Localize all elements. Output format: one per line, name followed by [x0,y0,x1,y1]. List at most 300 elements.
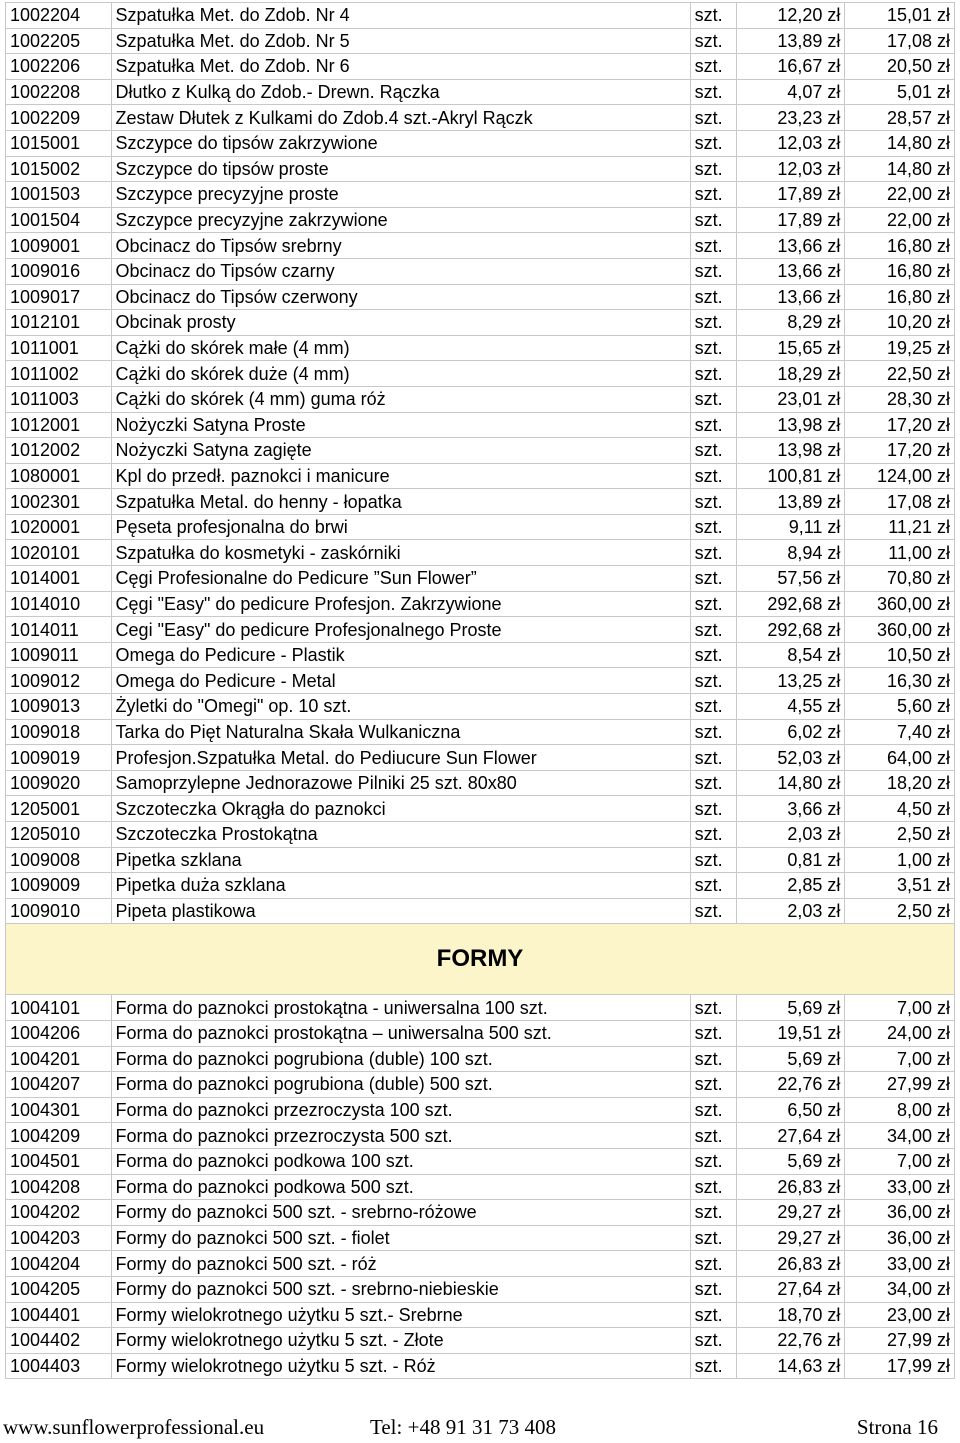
product-unit: szt. [690,694,736,720]
product-name: Szpatułka Met. do Zdob. Nr 6 [111,54,690,80]
product-name: Szpatułka Metal. do henny - łopatka [111,489,690,515]
table-row [6,745,955,771]
product-code: 1004209 [6,1123,112,1149]
price-net: 13,98 zł [736,412,845,438]
price-gross: 33,00 zł [845,1251,955,1277]
price-net: 13,66 zł [736,258,845,284]
price-net: 14,63 zł [736,1353,845,1379]
price-gross: 7,00 zł [845,1046,955,1072]
product-code: 1004101 [6,995,112,1021]
product-name: Formy wielokrotnego użytku 5 szt. - Złote [111,1328,690,1354]
product-name: Forma do paznokci podkowa 500 szt. [111,1174,690,1200]
price-gross: 70,80 zł [845,566,955,592]
price-net: 13,89 zł [736,28,845,54]
product-name: Szpatułka Met. do Zdob. Nr 4 [111,3,690,29]
product-name: Kpl do przedł. paznokci i manicure [111,463,690,489]
price-net: 27,64 zł [736,1123,845,1149]
table-row [6,489,955,515]
product-code: 1009009 [6,873,112,899]
product-name: Szczypce do tipsów zakrzywione [111,130,690,156]
product-name: Obcinacz do Tipsów srebrny [111,233,690,259]
product-unit: szt. [690,28,736,54]
product-unit: szt. [690,463,736,489]
price-gross: 17,20 zł [845,412,955,438]
price-gross: 22,50 zł [845,361,955,387]
product-code: 1205010 [6,822,112,848]
product-name: Szczoteczka Prostokątna [111,822,690,848]
price-gross: 28,30 zł [845,386,955,412]
price-gross: 18,20 zł [845,770,955,796]
table-row [6,284,955,310]
price-net: 22,76 zł [736,1328,845,1354]
product-unit: szt. [690,873,736,899]
product-code: 1012001 [6,412,112,438]
price-net: 2,03 zł [736,898,845,924]
table-row [6,1276,955,1302]
price-gross: 22,00 zł [845,182,955,208]
product-name: Szczypce precyzyjne zakrzywione [111,207,690,233]
product-unit: szt. [690,847,736,873]
price-net: 8,94 zł [736,540,845,566]
table-row [6,1251,955,1277]
price-gross: 7,00 zł [845,1148,955,1174]
product-unit: szt. [690,1251,736,1277]
footer-phone: Tel: +48 91 31 73 408 [370,1415,556,1439]
price-gross: 20,50 zł [845,54,955,80]
price-gross: 17,08 zł [845,489,955,515]
product-code: 1080001 [6,463,112,489]
product-code: 1012101 [6,310,112,336]
table-row [6,1200,955,1226]
product-name: Cążki do skórek (4 mm) guma róż [111,386,690,412]
product-unit: szt. [690,1328,736,1354]
table-row [6,1046,955,1072]
price-net: 100,81 zł [736,463,845,489]
product-unit: szt. [690,770,736,796]
price-gross: 7,00 zł [845,995,955,1021]
table-row [6,1020,955,1046]
product-code: 1020001 [6,514,112,540]
price-gross: 64,00 zł [845,745,955,771]
price-gross: 22,00 zł [845,207,955,233]
table-row [6,386,955,412]
product-name: Pęseta profesjonalna do brwi [111,514,690,540]
product-name: Dłutko z Kulką do Zdob.- Drewn. Rączka [111,79,690,105]
price-net: 18,29 zł [736,361,845,387]
product-name: Pipetka duża szklana [111,873,690,899]
price-gross: 16,30 zł [845,668,955,694]
table-row [6,668,955,694]
product-code: 1009020 [6,770,112,796]
product-unit: szt. [690,1353,736,1379]
price-gross: 5,01 zł [845,79,955,105]
product-name: Forma do paznokci pogrubiona (duble) 500 szt. [111,1072,690,1098]
price-net: 27,64 zł [736,1276,845,1302]
product-name: Obcinacz do Tipsów czerwony [111,284,690,310]
product-code: 1004203 [6,1225,112,1251]
product-code: 1002208 [6,79,112,105]
product-name: Nożyczki Satyna zagięte [111,438,690,464]
product-code: 1004301 [6,1097,112,1123]
price-gross: 14,80 zł [845,156,955,182]
price-gross: 28,57 zł [845,105,955,131]
table-row [6,28,955,54]
product-unit: szt. [690,642,736,668]
section-row [6,924,955,995]
product-name: Formy do paznokci 500 szt. - srebrno-niebieskie [111,1276,690,1302]
product-unit: szt. [690,822,736,848]
product-name: Formy do paznokci 500 szt. - srebrno-różowe [111,1200,690,1226]
product-code: 1002301 [6,489,112,515]
table-row [6,361,955,387]
price-gross: 19,25 zł [845,335,955,361]
price-net: 292,68 zł [736,591,845,617]
table-row [6,617,955,643]
product-unit: szt. [690,898,736,924]
price-gross: 16,80 zł [845,258,955,284]
price-gross: 14,80 zł [845,130,955,156]
product-unit: szt. [690,1123,736,1149]
price-gross: 16,80 zł [845,233,955,259]
product-code: 1009008 [6,847,112,873]
table-row [6,898,955,924]
product-code: 1002204 [6,3,112,29]
section-title: FORMY [6,924,955,995]
product-code: 1009010 [6,898,112,924]
price-gross: 11,00 zł [845,540,955,566]
product-name: Obcinacz do Tipsów czarny [111,258,690,284]
product-code: 1009011 [6,642,112,668]
product-code: 1004403 [6,1353,112,1379]
price-net: 14,80 zł [736,770,845,796]
product-code: 1015002 [6,156,112,182]
price-net: 6,50 zł [736,1097,845,1123]
price-gross: 27,99 zł [845,1072,955,1098]
table-row [6,514,955,540]
product-name: Omega do Pedicure - Metal [111,668,690,694]
table-row [6,694,955,720]
product-code: 1014011 [6,617,112,643]
product-code: 1004205 [6,1276,112,1302]
table-row [6,156,955,182]
product-code: 1020101 [6,540,112,566]
price-net: 13,89 zł [736,489,845,515]
product-unit: szt. [690,1072,736,1098]
table-row [6,3,955,29]
price-gross: 360,00 zł [845,591,955,617]
product-name: Tarka do Pięt Naturalna Skała Wulkaniczna [111,719,690,745]
product-unit: szt. [690,1174,736,1200]
price-gross: 15,01 zł [845,3,955,29]
table-row [6,105,955,131]
product-unit: szt. [690,1148,736,1174]
price-net: 23,01 zł [736,386,845,412]
product-name: Obcinak prosty [111,310,690,336]
price-net: 13,98 zł [736,438,845,464]
product-name: Formy do paznokci 500 szt. - fiolet [111,1225,690,1251]
price-gross: 36,00 zł [845,1225,955,1251]
section-header [6,924,955,995]
product-code: 1009016 [6,258,112,284]
product-name: Forma do paznokci pogrubiona (duble) 100 szt. [111,1046,690,1072]
price-list-top [6,3,955,924]
product-name: Pipetka szklana [111,847,690,873]
product-name: Zestaw Dłutek z Kulkami do Zdob.4 szt.-Akryl Rączk [111,105,690,131]
price-gross: 23,00 zł [845,1302,955,1328]
product-unit: szt. [690,1225,736,1251]
product-unit: szt. [690,3,736,29]
product-name: Formy wielokrotnego użytku 5 szt.- Srebrne [111,1302,690,1328]
footer-page-number: Strona 16 [856,1415,938,1439]
price-gross: 8,00 zł [845,1097,955,1123]
price-gross: 3,51 zł [845,873,955,899]
price-net: 8,54 zł [736,642,845,668]
price-net: 5,69 zł [736,1148,845,1174]
price-net: 17,89 zł [736,182,845,208]
product-unit: szt. [690,1200,736,1226]
product-code: 1009018 [6,719,112,745]
price-net: 0,81 zł [736,847,845,873]
product-unit: szt. [690,130,736,156]
table-row [6,1225,955,1251]
product-code: 1002205 [6,28,112,54]
table-row [6,847,955,873]
product-code: 1002209 [6,105,112,131]
product-name: Forma do paznokci przezroczysta 100 szt. [111,1097,690,1123]
price-gross: 24,00 zł [845,1020,955,1046]
price-net: 12,03 zł [736,130,845,156]
price-net: 13,25 zł [736,668,845,694]
product-unit: szt. [690,105,736,131]
price-net: 52,03 zł [736,745,845,771]
price-net: 5,69 zł [736,995,845,1021]
table-row [6,463,955,489]
price-gross: 1,00 zł [845,847,955,873]
table-row [6,1353,955,1379]
table-row [6,412,955,438]
product-unit: szt. [690,1046,736,1072]
product-name: Cęgi "Easy" do pedicure Profesjon. Zakrzywione [111,591,690,617]
product-unit: szt. [690,79,736,105]
table-row [6,591,955,617]
product-name: Forma do paznokci prostokątna - uniwersalna 100 szt. [111,995,690,1021]
table-row [6,995,955,1021]
table-row [6,719,955,745]
price-gross: 33,00 zł [845,1174,955,1200]
price-net: 2,85 zł [736,873,845,899]
price-net: 5,69 zł [736,1046,845,1072]
price-net: 22,76 zł [736,1072,845,1098]
product-name: Cążki do skórek małe (4 mm) [111,335,690,361]
product-unit: szt. [690,207,736,233]
price-net: 2,03 zł [736,822,845,848]
product-unit: szt. [690,1020,736,1046]
price-gross: 7,40 zł [845,719,955,745]
price-gross: 2,50 zł [845,898,955,924]
price-net: 23,23 zł [736,105,845,131]
price-gross: 34,00 zł [845,1276,955,1302]
table-row [6,642,955,668]
product-name: Cegi "Easy" do pedicure Profesjonalnego Proste [111,617,690,643]
product-unit: szt. [690,156,736,182]
product-code: 1012002 [6,438,112,464]
product-unit: szt. [690,258,736,284]
product-code: 1011001 [6,335,112,361]
product-unit: szt. [690,719,736,745]
price-net: 29,27 zł [736,1225,845,1251]
table-row [6,79,955,105]
product-unit: szt. [690,310,736,336]
price-net: 26,83 zł [736,1251,845,1277]
product-unit: szt. [690,233,736,259]
product-unit: szt. [690,361,736,387]
price-net: 6,02 zł [736,719,845,745]
table-row [6,310,955,336]
product-code: 1001504 [6,207,112,233]
product-name: Cęgi Profesionalne do Pedicure ”Sun Flower” [111,566,690,592]
product-name: Forma do paznokci podkowa 100 szt. [111,1148,690,1174]
price-net: 13,66 zł [736,284,845,310]
product-code: 1011002 [6,361,112,387]
product-code: 1001503 [6,182,112,208]
price-gross: 4,50 zł [845,796,955,822]
table-row [6,233,955,259]
price-net: 13,66 zł [736,233,845,259]
product-name: Omega do Pedicure - Plastik [111,642,690,668]
product-code: 1004206 [6,1020,112,1046]
table-row [6,54,955,80]
product-unit: szt. [690,995,736,1021]
product-code: 1009013 [6,694,112,720]
product-unit: szt. [690,617,736,643]
product-unit: szt. [690,54,736,80]
page-footer [0,1413,960,1443]
product-unit: szt. [690,386,736,412]
table-row [6,540,955,566]
product-code: 1002206 [6,54,112,80]
table-row [6,1174,955,1200]
footer-website: www.sunflowerprofessional.eu [3,1415,265,1439]
price-net: 26,83 zł [736,1174,845,1200]
price-gross: 124,00 zł [845,463,955,489]
product-unit: szt. [690,182,736,208]
product-unit: szt. [690,284,736,310]
price-net: 19,51 zł [736,1020,845,1046]
product-unit: szt. [690,1276,736,1302]
product-name: Samoprzylepne Jednorazowe Pilniki 25 szt. 80x80 [111,770,690,796]
price-gross: 34,00 zł [845,1123,955,1149]
product-code: 1004208 [6,1174,112,1200]
price-net: 12,03 zł [736,156,845,182]
price-net: 4,55 zł [736,694,845,720]
product-unit: szt. [690,1302,736,1328]
table-row [6,258,955,284]
product-code: 1004501 [6,1148,112,1174]
product-name: Pipeta plastikowa [111,898,690,924]
table-row [6,335,955,361]
product-unit: szt. [690,540,736,566]
product-unit: szt. [690,1097,736,1123]
price-list-bottom [6,995,955,1379]
price-gross: 16,80 zł [845,284,955,310]
product-name: Cążki do skórek duże (4 mm) [111,361,690,387]
price-net: 18,70 zł [736,1302,845,1328]
product-name: Formy do paznokci 500 szt. - róż [111,1251,690,1277]
table-row [6,1148,955,1174]
table-row [6,1302,955,1328]
table-row [6,207,955,233]
product-code: 1009017 [6,284,112,310]
price-net: 8,29 zł [736,310,845,336]
price-net: 12,20 zł [736,3,845,29]
price-gross: 17,99 zł [845,1353,955,1379]
table-row [6,1123,955,1149]
product-unit: szt. [690,668,736,694]
product-name: Forma do paznokci przezroczysta 500 szt. [111,1123,690,1149]
product-code: 1009012 [6,668,112,694]
product-code: 1004402 [6,1328,112,1354]
table-row [6,182,955,208]
price-net: 9,11 zł [736,514,845,540]
price-gross: 27,99 zł [845,1328,955,1354]
price-gross: 10,20 zł [845,310,955,336]
table-row [6,770,955,796]
table-row [6,566,955,592]
product-name: Forma do paznokci prostokątna – uniwersalna 500 szt. [111,1020,690,1046]
product-code: 1009001 [6,233,112,259]
product-unit: szt. [690,412,736,438]
product-unit: szt. [690,438,736,464]
product-unit: szt. [690,566,736,592]
product-unit: szt. [690,489,736,515]
product-unit: szt. [690,591,736,617]
product-name: Szczoteczka Okrągła do paznokci [111,796,690,822]
table-row [6,1097,955,1123]
price-list-table [5,2,955,1379]
price-net: 29,27 zł [736,1200,845,1226]
product-code: 1205001 [6,796,112,822]
table-row [6,1072,955,1098]
price-gross: 11,21 zł [845,514,955,540]
table-row [6,796,955,822]
product-code: 1004204 [6,1251,112,1277]
table-row [6,822,955,848]
product-unit: szt. [690,796,736,822]
product-code: 1009019 [6,745,112,771]
product-code: 1015001 [6,130,112,156]
product-name: Profesjon.Szpatułka Metal. do Pediucure Sun Flower [111,745,690,771]
price-net: 17,89 zł [736,207,845,233]
price-gross: 5,60 zł [845,694,955,720]
price-gross: 17,20 zł [845,438,955,464]
product-name: Szpatułka Met. do Zdob. Nr 5 [111,28,690,54]
price-net: 3,66 zł [736,796,845,822]
product-code: 1004201 [6,1046,112,1072]
table-row [6,130,955,156]
price-net: 57,56 zł [736,566,845,592]
table-row [6,1328,955,1354]
product-unit: szt. [690,335,736,361]
product-unit: szt. [690,514,736,540]
price-gross: 36,00 zł [845,1200,955,1226]
product-code: 1004207 [6,1072,112,1098]
table-row [6,438,955,464]
product-name: Nożyczki Satyna Proste [111,412,690,438]
product-name: Szczypce do tipsów proste [111,156,690,182]
product-code: 1014001 [6,566,112,592]
product-unit: szt. [690,745,736,771]
price-gross: 17,08 zł [845,28,955,54]
